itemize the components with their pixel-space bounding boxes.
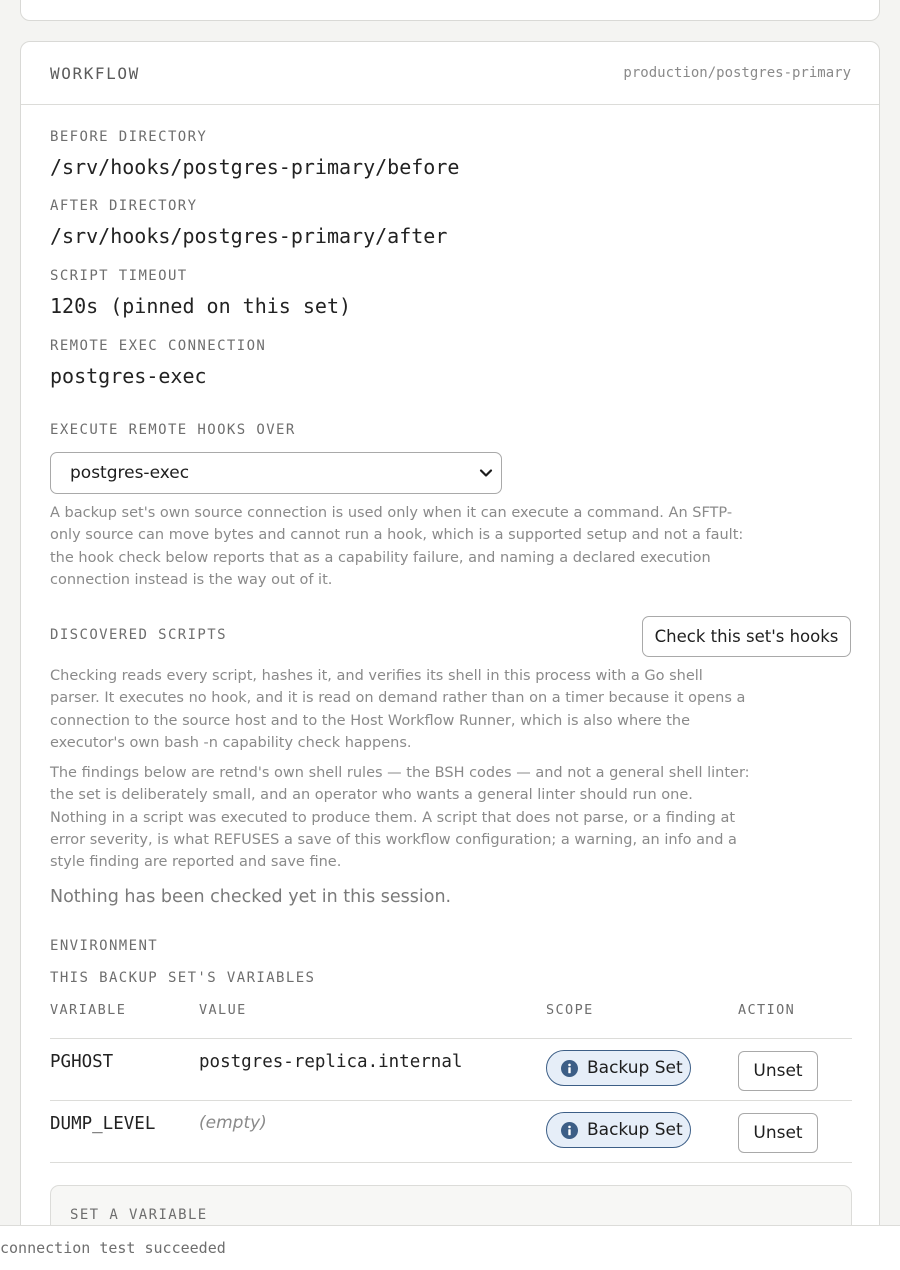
before-directory-label: BEFORE DIRECTORY	[50, 129, 208, 145]
variable-value: postgres-replica.internal	[199, 1052, 463, 1072]
status-bar	[0, 1225, 900, 1270]
variable-value-empty: (empty)	[199, 1113, 267, 1133]
status-bar-message: connection test succeeded	[0, 1239, 226, 1257]
execute-connection-select[interactable]	[50, 452, 502, 494]
script-timeout-value: 120s (pinned on this set)	[50, 294, 352, 318]
discovered-help-1: Checking reads every script, hashes it, and verifies its shell in this process with a Go shell parser. It executes no hook, and it is read on demand rather than on a timer because it opens a connection to the source host and to the Host Workflow Runner, which is also where the executor's own bash -n capability check happens.	[50, 668, 746, 751]
column-header-scope: SCOPE	[546, 1002, 594, 1018]
workflow-title: WORKFLOW	[50, 63, 140, 83]
discovered-scripts-label: DISCOVERED SCRIPTS	[50, 627, 227, 643]
column-header-action: ACTION	[738, 1002, 796, 1018]
execute-connection-selected: postgres-exec	[70, 463, 190, 483]
before-directory-value: /srv/hooks/postgres-primary/before	[50, 155, 460, 179]
script-timeout-label: SCRIPT TIMEOUT	[50, 268, 188, 284]
info-icon	[561, 1122, 578, 1139]
previous-card	[20, 0, 880, 21]
remote-exec-connection-value: postgres-exec	[50, 364, 207, 388]
table-row	[50, 1039, 852, 1101]
unset-button[interactable]: Unset	[738, 1113, 818, 1153]
check-status-text: Nothing has been checked yet in this session.	[50, 887, 452, 907]
column-header-variable: VARIABLE	[50, 1002, 127, 1018]
variables-label: THIS BACKUP SET'S VARIABLES	[50, 970, 316, 986]
scope-badge	[546, 1112, 691, 1148]
after-directory-label: AFTER DIRECTORY	[50, 198, 198, 214]
variable-name: PGHOST	[50, 1052, 114, 1072]
scope-badge-label: Backup Set	[587, 1120, 683, 1140]
remote-exec-connection-label: REMOTE EXEC CONNECTION	[50, 338, 267, 354]
table-row	[50, 1101, 852, 1163]
unset-button[interactable]: Unset	[738, 1051, 818, 1091]
scope-badge	[546, 1050, 691, 1086]
scope-badge-label: Backup Set	[587, 1058, 683, 1078]
column-header-value: VALUE	[199, 1002, 247, 1018]
info-icon	[561, 1060, 578, 1077]
variable-name: DUMP_LEVEL	[50, 1114, 156, 1134]
execute-help-text: A backup set's own source connection is used only when it can execute a command. An SFTP-only source can move bytes and cannot run a hook, which is a supported setup and not a fault: the hook check below reports that as a capability failure, and naming a declared execution connection instead is the way out of it.	[50, 505, 744, 588]
set-variable-label: SET A VARIABLE	[70, 1207, 208, 1223]
workflow-path: production/postgres-primary	[623, 65, 851, 81]
workflow-card	[20, 41, 880, 1270]
execute-hooks-label: EXECUTE REMOTE HOOKS OVER	[50, 422, 296, 438]
check-hooks-button[interactable]: Check this set's hooks	[642, 616, 851, 657]
environment-label: ENVIRONMENT	[50, 938, 159, 954]
workflow-card-header	[21, 42, 879, 105]
after-directory-value: /srv/hooks/postgres-primary/after	[50, 224, 448, 248]
chevron-down-icon	[479, 466, 493, 480]
discovered-help-2: The findings below are retnd's own shell rules — the BSH codes — and not a general shell linter: the set is deliberately small, and an operator who wants a general linter should run one. Nothing in a script was executed to produce them. A script that does not parse, or a finding at error severity, is what REFUSES a save of this workflow configuration; a warning, an info and a style finding are reported and save fine.	[50, 765, 750, 871]
